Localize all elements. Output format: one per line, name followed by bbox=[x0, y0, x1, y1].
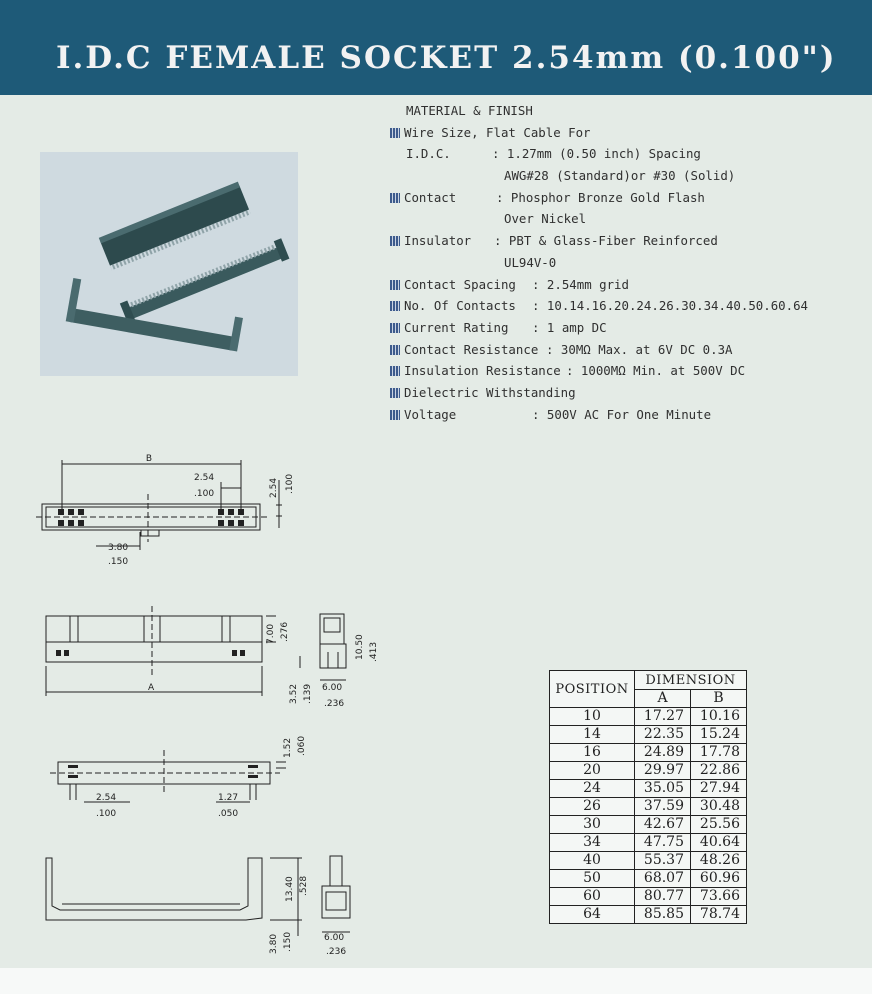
cell-b: 48.26 bbox=[691, 852, 747, 870]
dim-row-mm: 2.54 bbox=[269, 477, 279, 498]
cell-a: 80.77 bbox=[635, 888, 691, 906]
dim-latch-height-mm: 13.40 bbox=[285, 876, 295, 902]
spec-value: UL94V-0 bbox=[504, 254, 557, 270]
top-view-drawing bbox=[36, 450, 306, 570]
bullet-icon bbox=[390, 236, 400, 246]
cell-b: 17.78 bbox=[691, 744, 747, 762]
cell-a: 42.67 bbox=[635, 816, 691, 834]
spec-value: : 30MΩ Max. at 6V DC 0.3A bbox=[546, 341, 733, 357]
cell-position: 64 bbox=[550, 906, 635, 924]
dim-end-width-mm: 6.00 bbox=[322, 683, 343, 693]
cell-b: 10.16 bbox=[691, 708, 747, 726]
dim-height-mm: 7.00 bbox=[266, 623, 276, 644]
bullet-icon bbox=[390, 410, 400, 420]
idc-socket-photo-icon bbox=[40, 152, 298, 376]
cell-b: 40.64 bbox=[691, 834, 747, 852]
cell-position: 60 bbox=[550, 888, 635, 906]
dim-latch-foot-mm: 3.80 bbox=[269, 933, 279, 954]
cell-b: 60.96 bbox=[691, 870, 747, 888]
dim-latch-height-in: .528 bbox=[299, 875, 309, 896]
spec-value: AWG#28 (Standard)or #30 (Solid) bbox=[504, 168, 736, 184]
spec-row bbox=[388, 295, 858, 317]
spec-label: Insulation Resistance bbox=[404, 363, 561, 379]
table-row bbox=[550, 852, 747, 870]
cover-view-drawing bbox=[40, 732, 320, 824]
spec-label: Dielectric Withstanding bbox=[404, 384, 576, 400]
bullet-icon bbox=[390, 301, 400, 311]
spec-label: Contact Resistance bbox=[404, 341, 539, 357]
dim-end-height-mm: 10.50 bbox=[355, 634, 365, 660]
bottom-strip bbox=[0, 968, 872, 994]
material-finish-specs bbox=[388, 100, 858, 425]
header-position: POSITION bbox=[550, 671, 635, 708]
spec-label: Contact bbox=[404, 189, 457, 205]
spec-row bbox=[388, 274, 858, 296]
cell-b: 22.86 bbox=[691, 762, 747, 780]
spec-row bbox=[388, 165, 858, 187]
dim-pitch-mm: 2.54 bbox=[194, 473, 215, 483]
cell-a: 24.89 bbox=[635, 744, 691, 762]
cell-a: 37.59 bbox=[635, 798, 691, 816]
cell-a: 29.97 bbox=[635, 762, 691, 780]
spec-row bbox=[388, 208, 858, 230]
cell-a: 85.85 bbox=[635, 906, 691, 924]
spec-row bbox=[388, 252, 858, 274]
spec-value: : 1000MΩ Min. at 500V DC bbox=[566, 363, 746, 379]
header-b: B bbox=[691, 690, 747, 708]
spec-row bbox=[388, 404, 858, 426]
cell-position: 30 bbox=[550, 816, 635, 834]
dim-cover-height-in: .060 bbox=[297, 735, 307, 756]
bullet-icon bbox=[390, 128, 400, 138]
cell-a: 35.05 bbox=[635, 780, 691, 798]
bullet-icon bbox=[390, 366, 400, 376]
product-photo bbox=[40, 152, 298, 376]
table-row bbox=[550, 762, 747, 780]
spec-row bbox=[388, 339, 858, 361]
spec-value: Over Nickel bbox=[504, 211, 587, 227]
spec-value: : PBT & Glass-Fiber Reinforced bbox=[494, 233, 718, 249]
cell-a: 22.35 bbox=[635, 726, 691, 744]
header-a: A bbox=[635, 690, 691, 708]
spec-row bbox=[388, 382, 858, 404]
dim-end-height-in: .413 bbox=[369, 641, 379, 662]
page-title: I.D.C FEMALE SOCKET 2.54mm (0.100") bbox=[56, 40, 837, 76]
bullet-icon bbox=[390, 388, 400, 398]
spec-value: : Phosphor Bronze Gold Flash bbox=[496, 189, 705, 205]
dim-foot-in: .139 bbox=[303, 683, 313, 704]
spec-row bbox=[388, 230, 858, 252]
cell-position: 10 bbox=[550, 708, 635, 726]
dim-latch-width-in: .236 bbox=[326, 947, 347, 957]
dim-cover-half-mm: 1.27 bbox=[218, 793, 239, 803]
bullet-icon bbox=[390, 345, 400, 355]
cell-position: 50 bbox=[550, 870, 635, 888]
header-dimension: DIMENSION bbox=[635, 671, 747, 690]
bullet-icon bbox=[390, 323, 400, 333]
cell-b: 73.66 bbox=[691, 888, 747, 906]
spec-row bbox=[388, 317, 858, 339]
cell-b: 78.74 bbox=[691, 906, 747, 924]
table-row bbox=[550, 744, 747, 762]
dim-height-in: .276 bbox=[280, 621, 290, 642]
cell-b: 30.48 bbox=[691, 798, 747, 816]
cell-position: 16 bbox=[550, 744, 635, 762]
cell-position: 20 bbox=[550, 762, 635, 780]
dim-end-width-in: .236 bbox=[324, 699, 345, 709]
bullet-icon bbox=[390, 280, 400, 290]
dimension-table bbox=[549, 670, 747, 924]
dim-offset-in: .150 bbox=[108, 557, 129, 567]
cell-a: 55.37 bbox=[635, 852, 691, 870]
spec-value: : 10.14.16.20.24.26.30.34.40.50.60.64 bbox=[532, 298, 809, 314]
cell-position: 14 bbox=[550, 726, 635, 744]
cell-position: 40 bbox=[550, 852, 635, 870]
title-banner bbox=[0, 0, 872, 95]
spec-label: Insulator bbox=[404, 233, 472, 249]
spec-label: No. Of Contacts bbox=[404, 298, 516, 314]
dim-foot-mm: 3.52 bbox=[289, 683, 299, 704]
spec-label: I.D.C. bbox=[406, 146, 451, 162]
cell-a: 47.75 bbox=[635, 834, 691, 852]
spec-value: : 1 amp DC bbox=[532, 319, 607, 335]
table-row bbox=[550, 780, 747, 798]
dim-cover-pitch-mm: 2.54 bbox=[96, 793, 117, 803]
dim-pitch-in: .100 bbox=[194, 489, 215, 499]
cell-a: 68.07 bbox=[635, 870, 691, 888]
spec-value: : 2.54mm grid bbox=[532, 276, 629, 292]
spec-label: Contact Spacing bbox=[404, 276, 516, 292]
spec-label: Voltage bbox=[404, 406, 457, 422]
dim-cover-pitch-in: .100 bbox=[96, 809, 117, 819]
table-row bbox=[550, 834, 747, 852]
table-row bbox=[550, 726, 747, 744]
latch-view-drawing bbox=[40, 846, 370, 958]
table-row bbox=[550, 888, 747, 906]
cell-a: 17.27 bbox=[635, 708, 691, 726]
cell-b: 25.56 bbox=[691, 816, 747, 834]
cell-position: 34 bbox=[550, 834, 635, 852]
dim-latch-width-mm: 6.00 bbox=[324, 933, 345, 943]
spec-row bbox=[388, 122, 858, 144]
spec-label: Current Rating bbox=[404, 319, 509, 335]
cell-b: 27.94 bbox=[691, 780, 747, 798]
spec-row bbox=[388, 143, 858, 165]
bullet-icon bbox=[390, 193, 400, 203]
cell-position: 26 bbox=[550, 798, 635, 816]
cell-b: 15.24 bbox=[691, 726, 747, 744]
specs-heading: MATERIAL & FINISH bbox=[406, 103, 533, 118]
side-view-drawing bbox=[36, 606, 386, 714]
dim-a: A bbox=[148, 683, 155, 693]
dim-b: B bbox=[145, 454, 153, 464]
spec-value: : 1.27mm (0.50 inch) Spacing bbox=[492, 146, 701, 162]
spec-label: Wire Size, Flat Cable For bbox=[404, 124, 591, 140]
spec-row bbox=[388, 187, 858, 209]
table-row bbox=[550, 870, 747, 888]
table-row bbox=[550, 816, 747, 834]
dim-cover-half-in: .050 bbox=[218, 809, 239, 819]
dim-row-in: .100 bbox=[285, 473, 295, 494]
dim-offset-mm: 3.80 bbox=[108, 543, 129, 553]
specs-heading-row bbox=[388, 100, 858, 122]
spec-value: : 500V AC For One Minute bbox=[532, 406, 712, 422]
table-row bbox=[550, 708, 747, 726]
dim-cover-height-mm: 1.52 bbox=[283, 737, 293, 758]
cell-position: 24 bbox=[550, 780, 635, 798]
table-row bbox=[550, 798, 747, 816]
spec-row bbox=[388, 360, 858, 382]
dim-latch-foot-in: .150 bbox=[283, 931, 293, 952]
table-row bbox=[550, 906, 747, 924]
